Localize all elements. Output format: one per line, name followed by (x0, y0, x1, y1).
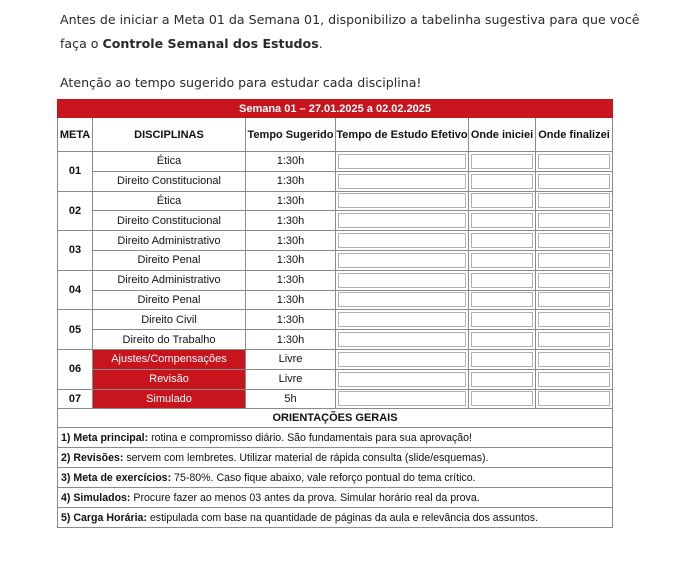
tempo-efetivo-input[interactable] (336, 349, 469, 369)
note-row (58, 468, 613, 488)
table-row (58, 369, 613, 389)
tempo-cell: 5h (246, 389, 336, 409)
tempo-cell: Livre (246, 369, 336, 389)
header-onde-iniciei: Onde iniciei (469, 118, 536, 152)
meta-cell: 05 (58, 310, 93, 350)
onde-finalizei-input[interactable] (536, 369, 613, 389)
tempo-efetivo-input[interactable] (336, 152, 469, 172)
table-row (58, 330, 613, 350)
onde-iniciei-input[interactable] (469, 290, 536, 310)
tempo-efetivo-input[interactable] (336, 270, 469, 290)
onde-iniciei-input[interactable] (469, 250, 536, 270)
header-disciplinas: DISCIPLINAS (93, 118, 246, 152)
tempo-cell: 1:30h (246, 211, 336, 231)
note-row (58, 488, 613, 508)
onde-finalizei-input[interactable] (536, 211, 613, 231)
tempo-cell: 1:30h (246, 290, 336, 310)
onde-finalizei-input[interactable] (536, 231, 613, 251)
disciplina-cell: Direito Penal (93, 250, 246, 270)
note-label: 3) Meta de exercícios: (61, 471, 172, 484)
note-label: 2) Revisões: (61, 451, 124, 464)
onde-iniciei-input[interactable] (469, 211, 536, 231)
disciplina-cell: Ética (93, 152, 246, 172)
tempo-efetivo-input[interactable] (336, 310, 469, 330)
onde-finalizei-input[interactable] (536, 270, 613, 290)
table-header-row (58, 118, 613, 152)
onde-iniciei-input[interactable] (469, 231, 536, 251)
onde-finalizei-input[interactable] (536, 389, 613, 409)
tempo-efetivo-input[interactable] (336, 250, 469, 270)
tempo-cell: 1:30h (246, 310, 336, 330)
onde-finalizei-input[interactable] (536, 250, 613, 270)
disciplina-cell: Direito Penal (93, 290, 246, 310)
tempo-cell: 1:30h (246, 270, 336, 290)
onde-finalizei-input[interactable] (536, 290, 613, 310)
note-text: rotina e compromisso diário. São fundamentais para sua aprovação! (148, 431, 472, 444)
note-label: 1) Meta principal: (61, 431, 149, 444)
header-onde-finalizei: Onde finalizei (536, 118, 613, 152)
tempo-cell: 1:30h (246, 171, 336, 191)
intro-paragraph-1 (60, 8, 660, 56)
intro-paragraph-2: Atenção ao tempo sugerido para estudar cada disciplina! (60, 75, 422, 90)
onde-finalizei-input[interactable] (536, 152, 613, 172)
disciplina-cell-highlight: Ajustes/Compensações (93, 349, 246, 369)
disciplina-cell: Direito do Trabalho (93, 330, 246, 350)
tempo-efetivo-input[interactable] (336, 231, 469, 251)
tempo-cell: 1:30h (246, 330, 336, 350)
onde-iniciei-input[interactable] (469, 270, 536, 290)
table-row (58, 389, 613, 409)
note-cell (58, 448, 613, 468)
table-row (58, 270, 613, 290)
tempo-cell: 1:30h (246, 250, 336, 270)
table-row (58, 152, 613, 172)
tempo-efetivo-input[interactable] (336, 330, 469, 350)
table-row (58, 231, 613, 251)
header-meta: META (58, 118, 93, 152)
onde-iniciei-input[interactable] (469, 171, 536, 191)
table-row (58, 290, 613, 310)
meta-cell: 06 (58, 349, 93, 389)
table-title: Semana 01 – 27.01.2025 a 02.02.2025 (58, 100, 613, 118)
onde-iniciei-input[interactable] (469, 389, 536, 409)
disciplina-cell: Direito Administrativo (93, 270, 246, 290)
note-text: servem com lembretes. Utilizar material de rápida consulta (slide/esquemas). (123, 451, 489, 464)
meta-cell: 07 (58, 389, 93, 409)
disciplina-cell: Direito Administrativo (93, 231, 246, 251)
meta-cell: 03 (58, 231, 93, 271)
table-row (58, 349, 613, 369)
disciplina-cell: Direito Civil (93, 310, 246, 330)
disciplina-cell: Direito Constitucional (93, 211, 246, 231)
tempo-efetivo-input[interactable] (336, 211, 469, 231)
onde-iniciei-input[interactable] (469, 152, 536, 172)
onde-iniciei-input[interactable] (469, 191, 536, 211)
onde-finalizei-input[interactable] (536, 310, 613, 330)
tempo-cell: 1:30h (246, 231, 336, 251)
tempo-efetivo-input[interactable] (336, 369, 469, 389)
onde-finalizei-input[interactable] (536, 171, 613, 191)
orientacoes-title: ORIENTAÇÕES GERAIS (58, 409, 613, 428)
orientacoes-header-row (58, 409, 613, 428)
note-text: estipulada com base na quantidade de páginas da aula e relevância dos assuntos. (146, 511, 539, 524)
onde-finalizei-input[interactable] (536, 330, 613, 350)
tempo-efetivo-input[interactable] (336, 389, 469, 409)
table-row (58, 211, 613, 231)
tempo-efetivo-input[interactable] (336, 290, 469, 310)
table-title-row (58, 100, 613, 118)
note-cell (58, 508, 613, 528)
meta-cell: 04 (58, 270, 93, 310)
tempo-efetivo-input[interactable] (336, 171, 469, 191)
intro-p1-bold: Controle Semanal dos Estudos (102, 36, 319, 51)
onde-iniciei-input[interactable] (469, 310, 536, 330)
header-tempo-efetivo: Tempo de Estudo Efetivo (336, 118, 469, 152)
onde-iniciei-input[interactable] (469, 330, 536, 350)
table-row (58, 191, 613, 211)
note-text: Procure fazer ao menos 03 antes da prova. Simular horário real da prova. (130, 491, 480, 504)
disciplina-cell-highlight: Revisão (93, 369, 246, 389)
disciplina-cell: Ética (93, 191, 246, 211)
note-cell (58, 428, 613, 448)
note-row (58, 448, 613, 468)
onde-finalizei-input[interactable] (536, 191, 613, 211)
note-cell (58, 488, 613, 508)
tempo-cell: 1:30h (246, 191, 336, 211)
meta-cell: 02 (58, 191, 93, 231)
intro-text (60, 8, 660, 95)
weekly-control-table (57, 99, 613, 528)
note-row (58, 508, 613, 528)
tempo-efetivo-input[interactable] (336, 191, 469, 211)
intro-p1-text: Antes de iniciar a Meta 01 da Semana 01, disponibilizo a tabelinha sugestiva para que você faça o (60, 12, 640, 51)
intro-p1-end: . (318, 36, 323, 51)
disciplina-cell: Direito Constitucional (93, 171, 246, 191)
header-tempo-sugerido: Tempo Sugerido (246, 118, 336, 152)
note-text: 75-80%. Caso fique abaixo, vale reforço pontual do tema crítico. (171, 471, 476, 484)
tempo-cell: Livre (246, 349, 336, 369)
table-row (58, 171, 613, 191)
tempo-cell: 1:30h (246, 152, 336, 172)
onde-iniciei-input[interactable] (469, 369, 536, 389)
onde-iniciei-input[interactable] (469, 349, 536, 369)
table-row (58, 250, 613, 270)
note-label: 5) Carga Horária: (61, 511, 147, 524)
meta-cell: 01 (58, 152, 93, 192)
note-row (58, 428, 613, 448)
note-cell (58, 468, 613, 488)
onde-finalizei-input[interactable] (536, 349, 613, 369)
table-row (58, 310, 613, 330)
disciplina-cell-highlight: Simulado (93, 389, 246, 409)
note-label: 4) Simulados: (61, 491, 131, 504)
